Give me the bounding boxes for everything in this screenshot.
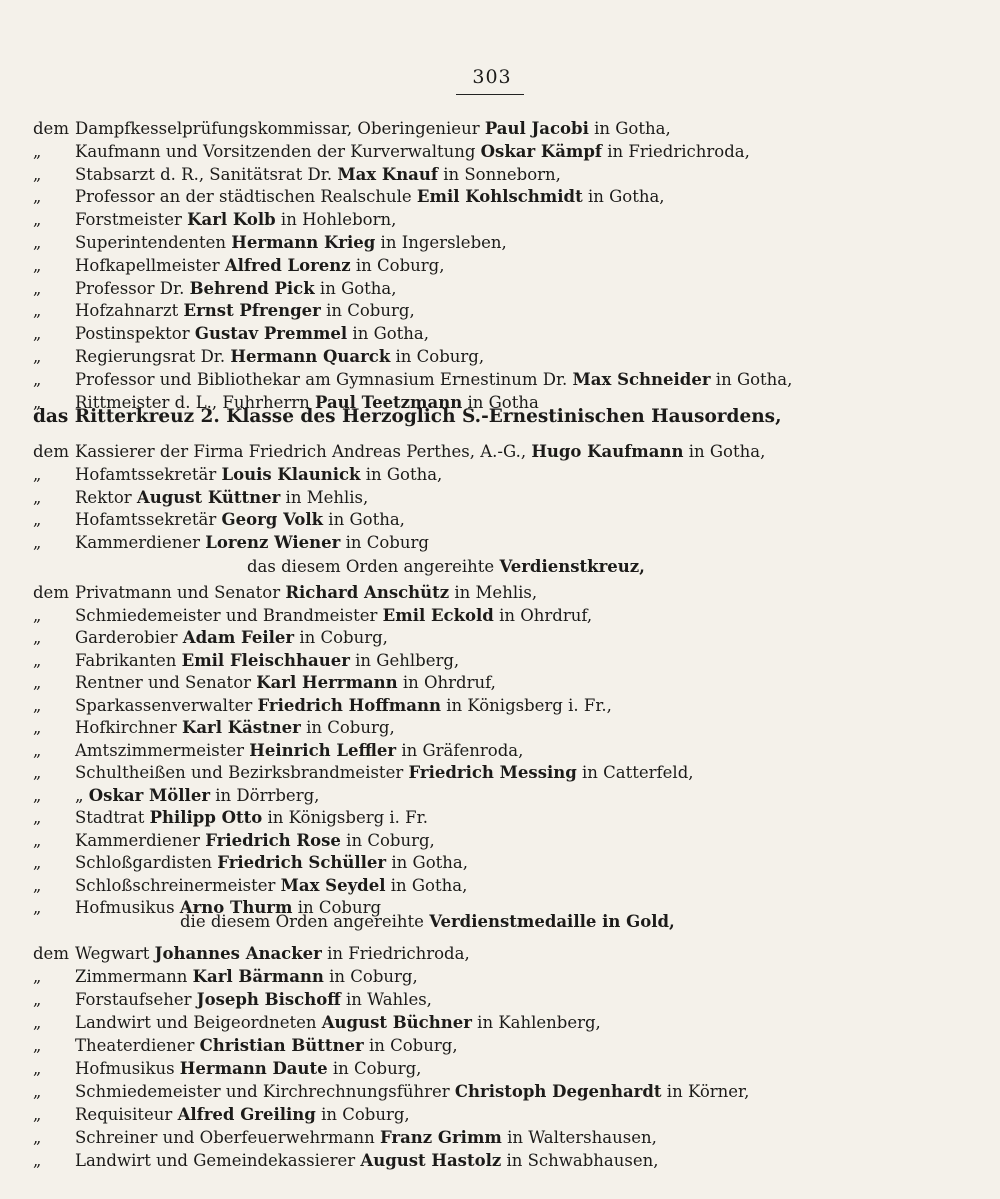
ditto-mark: „ (33, 255, 42, 275)
decoration-heading-verdienstmedaille (180, 910, 675, 934)
entry-location: in Ohrdruf, (397, 673, 496, 692)
entry-title: Kaufmann und Vorsitzenden der Kurverwaltung (75, 141, 481, 161)
entry-title: Schreiner und Oberfeuerwehrmann (75, 1128, 380, 1147)
dative-article: dem (33, 944, 69, 963)
entry-text (75, 209, 396, 231)
entry-title: Garderobier (75, 628, 183, 647)
ditto-mark: „ (33, 392, 42, 412)
entry-text (75, 300, 415, 322)
recipient-name: Karl Kolb (187, 210, 276, 230)
entry-location: in Kahlenberg, (471, 1013, 601, 1032)
entry-text (75, 762, 694, 784)
recipient-name: Paul Jacobi (484, 119, 589, 138)
ditto-mark: „ (33, 605, 42, 625)
entry-title: Hofmusikus (75, 898, 180, 917)
entry-title: Theaterdiener (75, 1036, 200, 1055)
entry-location: in Friedrichroda, (321, 944, 470, 963)
entry-location: in Waltershausen, (501, 1128, 657, 1147)
entry-location: in Coburg, (323, 967, 418, 986)
ditto-mark: „ (33, 740, 42, 760)
ditto-mark: „ (33, 369, 42, 389)
ditto-mark: „ (33, 1059, 42, 1078)
ditto-mark: „ (33, 1105, 42, 1124)
entry-text (75, 672, 496, 694)
ditto-mark: „ (33, 533, 42, 553)
entry-title: Schloßschreinermeister (75, 875, 281, 895)
entry-title: Hofzahnarzt (75, 301, 184, 321)
entry-location: in Wahles, (340, 990, 432, 1009)
recipient-name: Emil Eckold (382, 605, 494, 625)
entry-location: in Gotha, (582, 187, 665, 207)
decoration-heading-verdienstkreuz-title: Verdienstkreuz, (499, 557, 645, 576)
ditto-mark: „ (33, 1128, 42, 1147)
entry-location: in Gotha, (347, 324, 430, 344)
recipient-name: Gustav Premmel (194, 324, 348, 344)
recipient-name: Hermann Krieg (231, 233, 376, 252)
recipient-name: Friedrich Rose (205, 830, 341, 850)
ditto-mark: „ (33, 278, 42, 298)
entry-location: in Königsberg i. Fr. (262, 808, 428, 827)
entry-text (75, 695, 612, 717)
recipient-name: Hermann Quarck (230, 347, 391, 366)
ditto-mark: „ (33, 628, 42, 647)
recipient-name: Max Knauf (337, 164, 438, 184)
recipient-name: August Büchner (321, 1013, 472, 1032)
entry-location: in Ohrdruf, (493, 605, 593, 625)
entry-location: in Coburg, (350, 255, 445, 275)
recipient-name: Friedrich Messing (408, 763, 577, 782)
entry-title: Landwirt und Gemeindekassierer (75, 1151, 361, 1170)
ditto-mark: „ (33, 990, 42, 1009)
entry-title: Hofkapellmeister (75, 255, 225, 275)
entry-location: in Gotha, (323, 510, 405, 530)
entry-location: in Hohleborn, (275, 210, 397, 230)
entry-title: Requisiteur (75, 1105, 178, 1124)
entry-location: in Friedrichroda, (602, 141, 750, 161)
entry-text (75, 487, 368, 509)
entry-text (75, 232, 507, 254)
entry-title: Schmiedemeister und Brandmeister (75, 605, 383, 625)
recipient-name: Philipp Otto (149, 808, 263, 827)
entry-title: Regierungsrat Dr. (75, 347, 231, 366)
entry-text (75, 1104, 410, 1126)
entry-title: Professor Dr. (75, 278, 190, 298)
ditto-mark: „ (33, 301, 42, 321)
recipient-name: Karl Herrmann (256, 673, 398, 692)
recipient-name: Adam Feiler (182, 628, 295, 647)
recipient-name: Karl Kästner (181, 718, 301, 737)
page-number-rule (456, 94, 524, 95)
entry-text (75, 164, 561, 186)
ditto-mark: „ (33, 187, 42, 207)
entry-location: in Coburg, (294, 628, 388, 647)
ditto-mark: „ (33, 830, 42, 850)
decoration-heading-verdienstkreuz-prefix: das diesem Orden angereihte (247, 557, 500, 576)
entry-title: Kammerdiener (75, 830, 206, 850)
entry-text (75, 255, 445, 277)
ditto-mark: „ (33, 1151, 42, 1170)
entry-location: in Königsberg i. Fr., (440, 695, 612, 715)
entry-location: in Gotha, (710, 369, 793, 389)
entry-title: Landwirt und Beigeordneten (75, 1013, 322, 1032)
entry-title: Professor und Bibliothekar am Gymnasium Ernestinum Dr. (75, 369, 573, 389)
entry-title: Superintendenten (75, 233, 232, 252)
entry-location: in Körner, (661, 1082, 750, 1101)
entry-text (75, 1058, 421, 1080)
entry-title: Hofamtssekretär (75, 464, 222, 484)
entry-text (75, 852, 468, 874)
recipient-name: Louis Klaunick (221, 464, 361, 484)
recipient-name: Emil Fleischhauer (181, 650, 350, 670)
entry-location: in Gotha (462, 392, 539, 412)
entry-location: in Coburg, (320, 301, 415, 321)
entry-location: in Ingersleben, (375, 233, 507, 252)
entry-text (75, 346, 484, 368)
decoration-heading-verdienstkreuz (247, 555, 645, 579)
ditto-mark: „ (33, 210, 42, 230)
ditto-mark: „ (33, 487, 42, 507)
entry-location: in Schwabhausen, (501, 1151, 659, 1170)
entry-text (75, 830, 435, 852)
entry-title: Dampfkesselprüfungskommissar, Oberingenieur (75, 119, 485, 138)
recipient-name: Joseph Bischoff (196, 990, 341, 1009)
entry-text (75, 807, 428, 829)
recipient-name: Oskar Möller (88, 785, 211, 805)
recipient-name: Max Schneider (572, 369, 711, 389)
recipient-name: Emil Kohlschmidt (416, 187, 583, 207)
ditto-mark: „ (33, 1013, 42, 1032)
entry-title: Wegwart (75, 944, 155, 963)
entry-title: Kassierer der Firma Friedrich Andreas Perthes, A.-G., (75, 442, 532, 461)
recipient-name: Georg Volk (221, 510, 324, 530)
ditto-mark: „ (33, 510, 42, 530)
ditto-mark: „ (33, 898, 42, 917)
entry-title: Hofmusikus (75, 1059, 180, 1078)
entry-text (75, 323, 429, 345)
recipient-name: Max Seydel (280, 875, 386, 895)
recipient-name: Alfred Greiling (177, 1105, 316, 1124)
dative-article: dem (33, 583, 69, 602)
entry-text (75, 966, 418, 988)
entry-title: Forstaufseher (75, 990, 197, 1009)
entry-text (75, 605, 592, 627)
ditto-mark: „ (33, 875, 42, 895)
page-number: 303 (472, 66, 512, 88)
entry-text (75, 464, 442, 486)
ditto-mark: „ (33, 324, 42, 344)
entry-text (75, 369, 792, 391)
entry-location: in Gotha, (385, 875, 468, 895)
entry-title: Kammerdiener (75, 533, 206, 553)
entry-text (75, 532, 429, 554)
recipient-name: Friedrich Hoffmann (257, 695, 441, 715)
entry-title: „ (75, 785, 89, 805)
entry-title: Schmiedemeister und Kirchrechnungsführer (75, 1082, 455, 1101)
entry-title: Forstmeister (75, 210, 188, 230)
entry-title: Professor an der städtischen Realschule (75, 187, 417, 207)
recipient-name: Richard Anschütz (285, 583, 450, 602)
entry-text (75, 582, 537, 604)
entry-title: Hofamtssekretär (75, 510, 222, 530)
entry-title: Schultheißen und Bezirksbrandmeister (75, 763, 409, 782)
entry-location: in Catterfeld, (576, 763, 694, 782)
ditto-mark: „ (33, 464, 42, 484)
recipient-name: Friedrich Schüller (217, 853, 387, 872)
entry-title: Schloßgardisten (75, 853, 218, 872)
entry-location: in Coburg, (300, 718, 395, 737)
recipient-name: Behrend Pick (189, 278, 315, 298)
entry-title: Fabrikanten (75, 650, 182, 670)
entry-text (75, 875, 467, 897)
entry-title: Stabsarzt d. R., Sanitätsrat Dr. (75, 164, 338, 184)
ditto-mark: „ (33, 763, 42, 782)
entry-location: in Gotha, (588, 119, 671, 138)
entry-text (75, 785, 319, 807)
ditto-mark: „ (33, 695, 42, 715)
entry-location: in Coburg, (390, 347, 485, 366)
entry-location: in Dörrberg, (210, 785, 320, 805)
entry-title: Rittmeister d. L., Fuhrherrn (75, 392, 316, 412)
recipient-name: Christoph Degenhardt (454, 1082, 662, 1101)
entry-location: in Coburg, (315, 1105, 410, 1124)
entry-text (75, 717, 395, 739)
entry-text (75, 943, 470, 965)
entry-title: Rentner und Senator (75, 673, 257, 692)
decoration-heading-verdienstmedaille-prefix: die diesem Orden angereihte (180, 912, 430, 931)
entry-location: in Coburg, (363, 1036, 458, 1055)
entry-location: in Mehlis, (449, 583, 538, 602)
entry-location: in Coburg (340, 533, 429, 553)
recipient-name: Heinrich Leffler (249, 740, 397, 760)
entry-text (75, 141, 750, 163)
entry-location: in Mehlis, (280, 487, 369, 507)
recipient-name: Oskar Kämpf (480, 141, 603, 161)
recipient-name: Ernst Pfrenger (183, 301, 321, 321)
entry-text (75, 1035, 458, 1057)
entry-location: in Gräfenroda, (396, 740, 524, 760)
entry-location: in Sonneborn, (437, 164, 561, 184)
recipient-name: Lorenz Wiener (205, 533, 341, 553)
recipient-name: Paul Teetzmann (315, 392, 463, 412)
entry-text (75, 1081, 749, 1103)
entry-text (75, 627, 388, 649)
ditto-mark: „ (33, 141, 42, 161)
recipient-name: Hugo Kaufmann (531, 442, 684, 461)
entry-title: Amtszimmermeister (75, 740, 250, 760)
entry-location: in Coburg (292, 898, 382, 917)
ditto-mark: „ (33, 808, 42, 827)
ditto-mark: „ (33, 347, 42, 366)
entry-text (75, 509, 405, 531)
entry-text (75, 278, 397, 300)
decoration-heading-ritterkreuz: das Ritterkreuz 2. Klasse des Herzoglich S.-Ernestinischen Hausordens, (33, 406, 782, 427)
recipient-name: Johannes Anacker (154, 944, 322, 963)
entry-location: in Coburg, (327, 1059, 422, 1078)
entry-location: in Gotha, (683, 442, 766, 461)
ditto-mark: „ (33, 164, 42, 184)
entry-location: in Coburg, (340, 830, 435, 850)
entry-location: in Gotha, (360, 464, 443, 484)
entry-text (75, 441, 765, 463)
entry-location: in Gehlberg, (349, 650, 460, 670)
ditto-mark: „ (33, 785, 42, 805)
ditto-mark: „ (33, 1036, 42, 1055)
entry-title: Rektor (75, 487, 137, 507)
ditto-mark: „ (33, 718, 42, 737)
entry-text (75, 650, 459, 672)
entry-text (75, 1127, 657, 1149)
recipient-name: August Hastolz (360, 1151, 502, 1170)
recipient-name: August Küttner (136, 487, 281, 507)
entry-location: in Gotha, (386, 853, 468, 872)
recipient-name: Arno Thurm (179, 898, 293, 917)
entry-text (75, 1150, 659, 1172)
entry-text (75, 989, 432, 1011)
recipient-name: Karl Bärmann (192, 967, 324, 986)
entry-text (75, 118, 671, 140)
ditto-mark: „ (33, 673, 42, 692)
entry-title: Hofkirchner (75, 718, 182, 737)
entry-title: Sparkassenverwalter (75, 695, 258, 715)
decoration-heading-verdienstmedaille-title: Verdienstmedaille in Gold, (429, 912, 675, 931)
entry-title: Postinspektor (75, 324, 195, 344)
dative-article: dem (33, 119, 69, 138)
entry-location: in Gotha, (314, 278, 397, 298)
entry-title: Privatmann und Senator (75, 583, 286, 602)
entry-text (75, 186, 665, 208)
entry-title: Zimmermann (75, 967, 193, 986)
ditto-mark: „ (33, 967, 42, 986)
recipient-name: Alfred Lorenz (224, 255, 351, 275)
ditto-mark: „ (33, 650, 42, 670)
recipient-name: Christian Büttner (199, 1036, 364, 1055)
entry-text (75, 740, 523, 762)
entry-title: Stadtrat (75, 808, 150, 827)
entry-text (75, 1012, 601, 1034)
dative-article: dem (33, 442, 69, 461)
ditto-mark: „ (33, 233, 42, 252)
recipient-name: Franz Grimm (379, 1128, 502, 1147)
ditto-mark: „ (33, 1082, 42, 1101)
ditto-mark: „ (33, 853, 42, 872)
recipient-name: Hermann Daute (179, 1059, 328, 1078)
